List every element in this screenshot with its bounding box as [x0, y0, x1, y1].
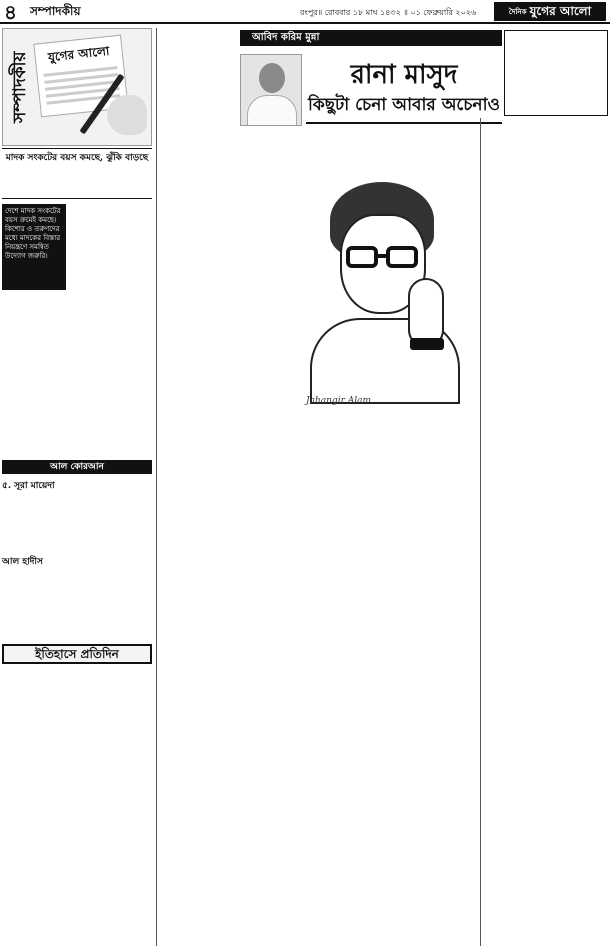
article-text-far-right: [482, 424, 608, 946]
masthead-title: যুগের আলো: [529, 4, 592, 18]
editorial-headline: মাদক সংকটের বয়স কমছে, ঝুঁকি বাড়ছে: [5, 153, 149, 163]
author-photo: [240, 54, 302, 126]
section-title: সম্পাদকীয়: [30, 4, 81, 18]
editorial-text-2: [2, 294, 152, 454]
hadith-title: আল হাদীস: [2, 557, 43, 567]
masthead: [494, 2, 606, 21]
hand-illustration: [107, 95, 147, 135]
masthead-prefix: দৈনিক: [508, 7, 527, 16]
article-subtitle: কিছুটা চেনা আবার অচেনাও: [306, 92, 502, 124]
article-text-right: [482, 120, 608, 420]
editorial-text-1: [70, 204, 152, 290]
column-text-b: [160, 130, 300, 430]
editorial-logo-text: সম্পাদকীয়: [10, 51, 30, 123]
byline-bar: আবিদ করিম মুন্না: [240, 30, 502, 46]
editorial-logo: [2, 28, 152, 146]
surah-title: ৫. সূরা মায়েদা: [2, 481, 55, 491]
page-header: [0, 0, 610, 24]
hadith-text: [2, 566, 152, 638]
article-text-center: [306, 418, 476, 946]
column-text-c: [160, 434, 300, 946]
paper-title: যুগের আলো: [47, 43, 111, 65]
watch-icon: [410, 338, 444, 350]
history-text: [2, 668, 152, 944]
column-text-a: [160, 30, 236, 126]
artist-signature: Jahangir Alam: [306, 396, 372, 406]
page-number: ৪: [4, 0, 17, 24]
glasses-icon: [346, 246, 378, 268]
side-text-box: [504, 30, 608, 116]
quran-text: [2, 490, 152, 550]
glasses-icon: [386, 246, 418, 268]
highlight-box: দেশে মাদক সংকটের বয়স ক্রমেই কমছে। কিশোর ও তরুণদের মধ্যে মাদকের বিস্তার নিয়ন্ত্রণে সমন্বিত উদ্যোগ জরুরি।: [2, 204, 66, 290]
portrait-sketch: [290, 168, 480, 404]
dateline: রংপুর॥ রোববার ১৮ মাঘ ১৪৩২ ॥ ০১ ফেব্রুয়ারি ২০২৬: [300, 8, 477, 17]
left-column: [2, 28, 152, 946]
quran-band: আল কোরআন: [2, 460, 152, 474]
itihas-band: ইতিহাসে প্রতিদিন: [2, 644, 152, 664]
article-title: রানা মাসুদ: [350, 60, 458, 90]
